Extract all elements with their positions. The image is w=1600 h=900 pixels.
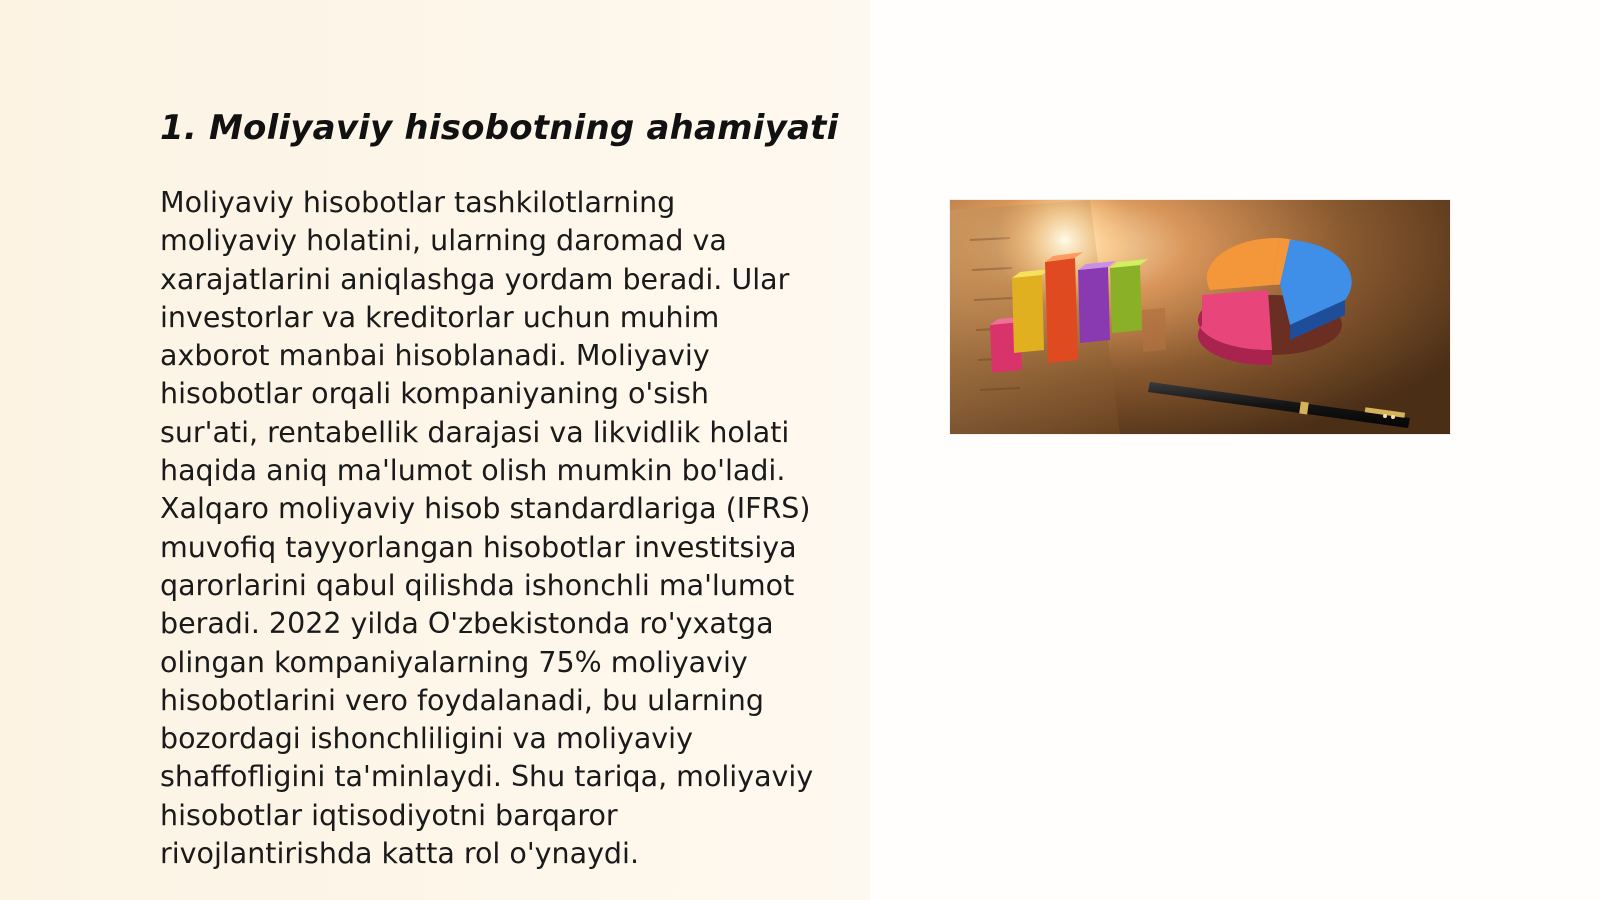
body-line: sur'ati, rentabellik darajasi va likvidlik holati xyxy=(160,415,790,449)
body-line: Xalqaro moliyaviy hisob standardlariga (IFRS) xyxy=(160,492,811,526)
body-line: axborot manbai hisoblanadi. Moliyaviy xyxy=(160,339,710,373)
body-line: investorlar va kreditorlar uchun muhim xyxy=(160,300,720,334)
body-line: hisobotlar iqtisodiyotni barqaror xyxy=(160,798,618,832)
body-line: bozordagi ishonchliligini va moliyaviy xyxy=(160,722,693,756)
body-line: shaffofligini ta'minlaydi. Shu tariqa, moliyaviy xyxy=(160,760,814,794)
body-line: olingan kompaniyalarning 75% moliyaviy xyxy=(160,645,748,679)
image-panel xyxy=(870,0,1600,900)
body-line: xarajatlarini aniqlashga yordam beradi. Ular xyxy=(160,262,790,296)
financial-charts-illustration xyxy=(950,200,1450,434)
slide-body-text xyxy=(160,184,850,873)
body-line: hisobotlar orqali kompaniyaning o'sish xyxy=(160,377,709,411)
body-line: qarorlarini qabul qilishda ishonchli ma'lumot xyxy=(160,568,795,602)
slide-title: 1. Moliyaviy hisobotning ahamiyati xyxy=(160,108,839,148)
financial-charts-image xyxy=(950,200,1450,434)
body-line: Moliyaviy hisobotlar tashkilotlarning xyxy=(160,186,676,219)
body-line: hisobotlarini vero foydalanadi, bu ularning xyxy=(160,683,764,717)
body-line: moliyaviy holatini, ularning daromad va xyxy=(160,224,727,258)
body-line: muvofiq tayyorlangan hisobotlar investitsiya xyxy=(160,530,797,564)
body-line: haqida aniq ma'lumot olish mumkin bo'ladi. xyxy=(160,454,786,488)
body-line: beradi. 2022 yilda O'zbekistonda ro'yxatga xyxy=(160,607,774,641)
body-line: rivojlantirishda katta rol o'ynaydi. xyxy=(160,837,640,871)
